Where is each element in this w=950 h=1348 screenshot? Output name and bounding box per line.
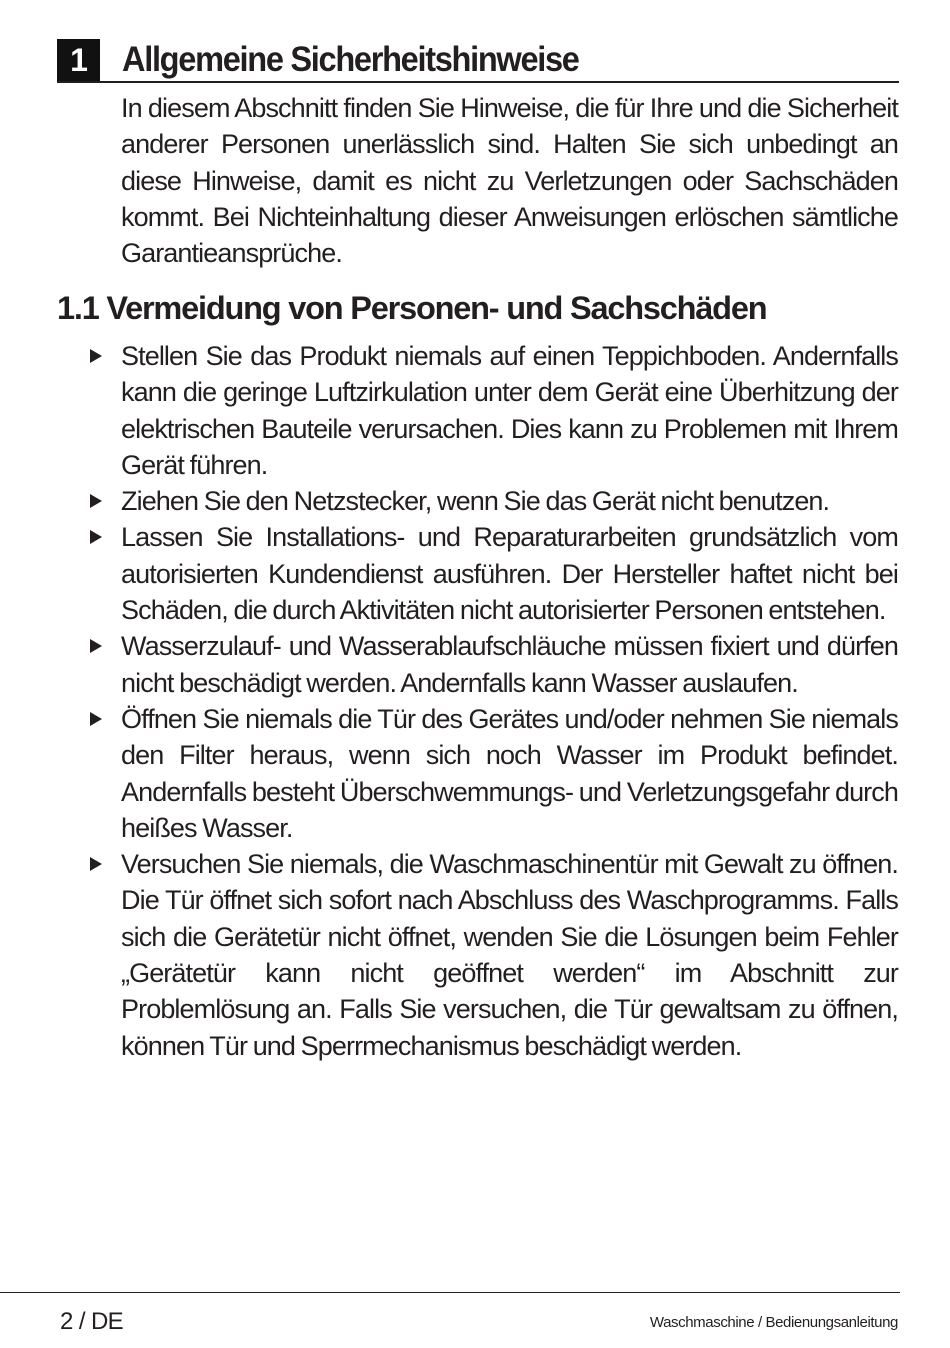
list-item-text: Versuchen Sie niemals, die Waschmaschinentür mit Gewalt zu öffnen. Die Tür öffnet sich sofort nach Abschluss des Waschprogramms. Falls sich die Gerätetür nicht öffnet, wenden Sie die Lösungen beim Fehler „Gerätetür kann nicht geöffnet werden“ im Abschnitt zur Problemlösung an. Falls Sie versuchen, die Tür gewaltsam zu öffnen, können Tür und Sperrmechanismus beschädigt werden.	[121, 849, 898, 1061]
list-item	[121, 701, 898, 846]
list-item	[121, 519, 898, 628]
list-item-text: Stellen Sie das Produkt niemals auf einen Teppichboden. Andernfalls kann die geringe Luftzirkulation unter dem Gerät eine Überhitzung der elektrischen Bauteile verursachen. Dies kann zu Problemen mit Ihrem Gerät führen.	[121, 341, 898, 480]
chapter-title: Allgemeine Sicherheitshinweise	[122, 40, 579, 79]
list-item	[121, 628, 898, 701]
triangle-bullet-icon	[90, 712, 102, 726]
chapter-header	[57, 39, 899, 83]
triangle-bullet-icon	[90, 494, 102, 508]
section-title: 1.1 Vermeidung von Personen- und Sachschäden	[57, 290, 767, 326]
triangle-bullet-icon	[90, 530, 102, 544]
document-title: Waschmaschine / Bedienungsanleitung	[649, 1314, 898, 1331]
triangle-bullet-icon	[90, 349, 102, 363]
list-item-text: Ziehen Sie den Netzstecker, wenn Sie das Gerät nicht benutzen.	[121, 486, 830, 517]
chapter-number: 1	[57, 39, 100, 81]
safety-list	[121, 338, 898, 1064]
triangle-bullet-icon	[90, 639, 102, 653]
list-item	[121, 338, 898, 483]
list-item	[121, 846, 898, 1064]
list-item-text: Öffnen Sie niemals die Tür des Gerätes und/oder nehmen Sie niemals den Filter heraus, wenn sich noch Wasser im Produkt befindet. Andernfalls besteht Überschwemmungs- und Verletzungsgefahr durch heißes Wasser.	[121, 703, 898, 843]
chapter-intro: In diesem Abschnitt finden Sie Hinweise, die für Ihre und die Sicherheit anderer Personen unerlässlich sind. Halten Sie sich unbedingt an diese Hinweise, damit es nicht zu Verletzungen oder Sachschäden kommt. Bei Nichteinhaltung dieser Anweisungen erlöschen sämtliche Garantieansprüche.	[121, 93, 898, 269]
page-number: 2 / DE	[60, 1308, 124, 1335]
list-item	[121, 483, 898, 519]
list-item-text: Wasserzulauf- und Wasserablaufschläuche müssen fixiert und dürfen nicht beschädigt werden. Andernfalls kann Wasser auslaufen.	[121, 631, 898, 698]
triangle-bullet-icon	[90, 857, 102, 871]
list-item-text: Lassen Sie Installations- und Reparaturarbeiten grundsätzlich vom autorisierten Kundendienst ausführen. Der Hersteller haftet nicht bei Schäden, die durch Aktivitäten nicht autorisierter Personen entstehen.	[121, 522, 898, 626]
footer-divider	[0, 1292, 900, 1293]
